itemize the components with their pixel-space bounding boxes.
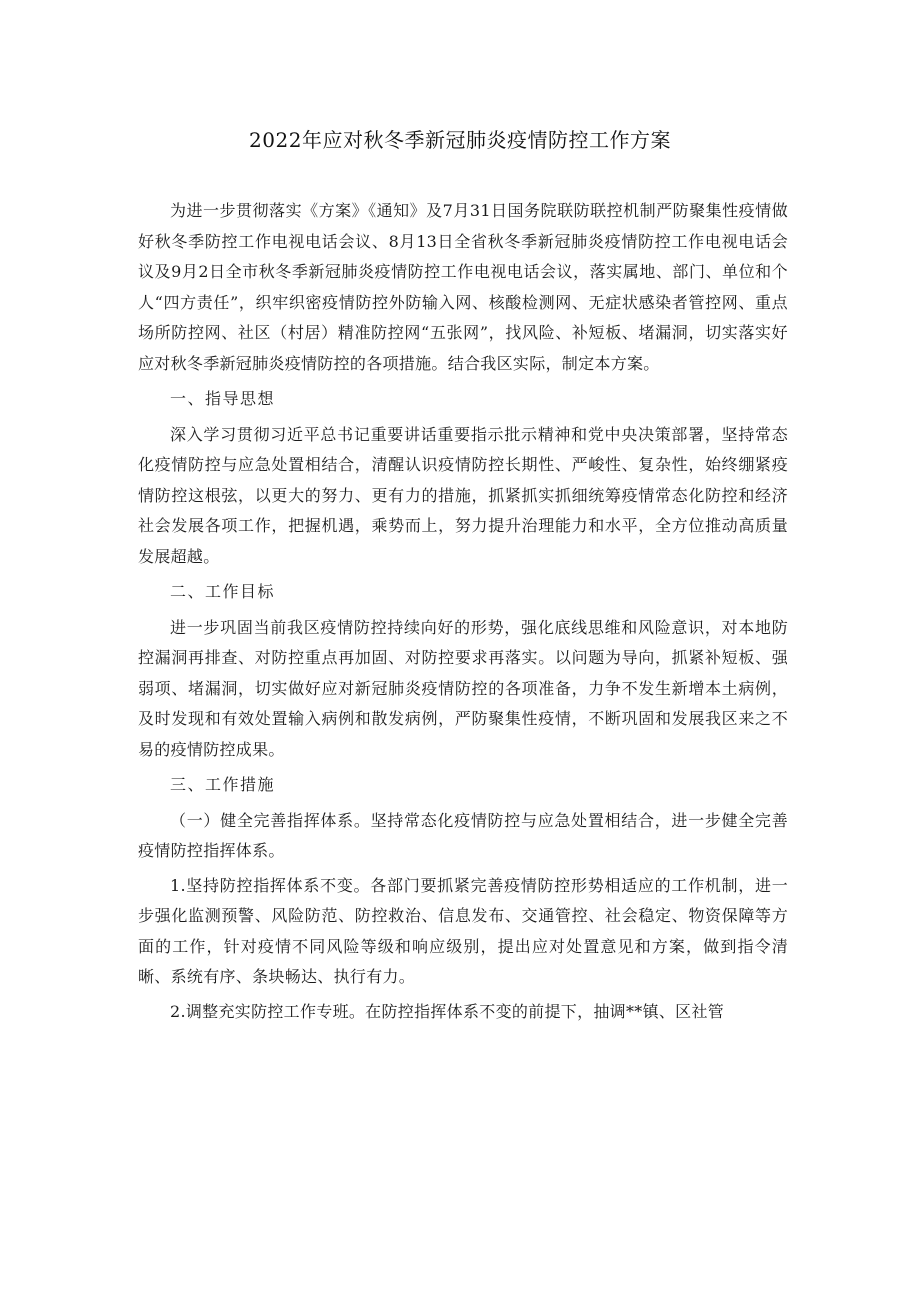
document-body (138, 196, 788, 1031)
section-heading-work-goals: 二、工作目标 (170, 582, 276, 601)
item-adjust-task-force: 2.调整充实防控工作专班。在防控指挥体系不变的前提下，抽调**镇、区社管 (170, 1001, 725, 1021)
section-heading-work-measures: 三、工作措施 (170, 775, 276, 794)
subsection-command-system: （一）健全完善指挥体系。坚持常态化疫情防控与应急处置相结合，进一步健全完善疫情防控指挥体系。 (138, 810, 788, 860)
item-keep-command-system: 1.坚持防控指挥体系不变。各部门要抓紧完善疫情防控形势相适应的工作机制，进一步强化监测预警、风险防范、防控救治、信息发布、交通管控、社会稳定、物资保障等方面的工作，针对疫情不同风险等级和响应级别，提出应对处置意见和方案，做到指令清晰、系统有序、条块畅达、执行有力。 (138, 875, 788, 986)
document-title: 2022年应对秋冬季新冠肺炎疫情防控工作方案 (249, 128, 671, 152)
work-goals-paragraph: 进一步巩固当前我区疫情防控持续向好的形势，强化底线思维和风险意识，对本地防控漏洞再排查、对防控重点再加固、对防控要求再落实。以问题为导向，抓紧补短板、强弱项、堵漏洞，切实做好应对新冠肺炎疫情防控的各项准备，力争不发生新增本土病例，及时发现和有效处置输入病例和散发病例，严防聚集性疫情，不断巩固和发展我区来之不易的疫情防控成果。 (138, 617, 788, 759)
guiding-ideology-paragraph: 深入学习贯彻习近平总书记重要讲话重要指示批示精神和党中央决策部署，坚持常态化疫情防控与应急处置相结合，清醒认识疫情防控长期性、严峻性、复杂性，始终绷紧疫情防控这根弦，以更大的努力、更有力的措施，抓紧抓实抓细统筹疫情常态化防控和经济社会发展各项工作，把握机遇，乘势而上，努力提升治理能力和水平，全方位推动高质量发展超越。 (138, 424, 788, 566)
intro-paragraph: 为进一步贯彻落实《方案》《通知》及7月31日国务院联防联控机制严防聚集性疫情做好秋冬季防控工作电视电话会议、8月13日全省秋冬季新冠肺炎疫情防控工作电视电话会议及9月2日全市秋冬季新冠肺炎疫情防控工作电视电话会议，落实属地、部门、单位和个人“四方责任”，织牢织密疫情防控外防输入网、核酸检测网、无症状感染者管控网、重点场所防控网、社区（村居）精准防控网“五张网”，找风险、补短板、堵漏洞，切实落实好应对秋冬季新冠肺炎疫情防控的各项措施。结合我区实际，制定本方案。 (138, 201, 788, 373)
section-heading-guiding-ideology: 一、指导思想 (170, 389, 276, 408)
